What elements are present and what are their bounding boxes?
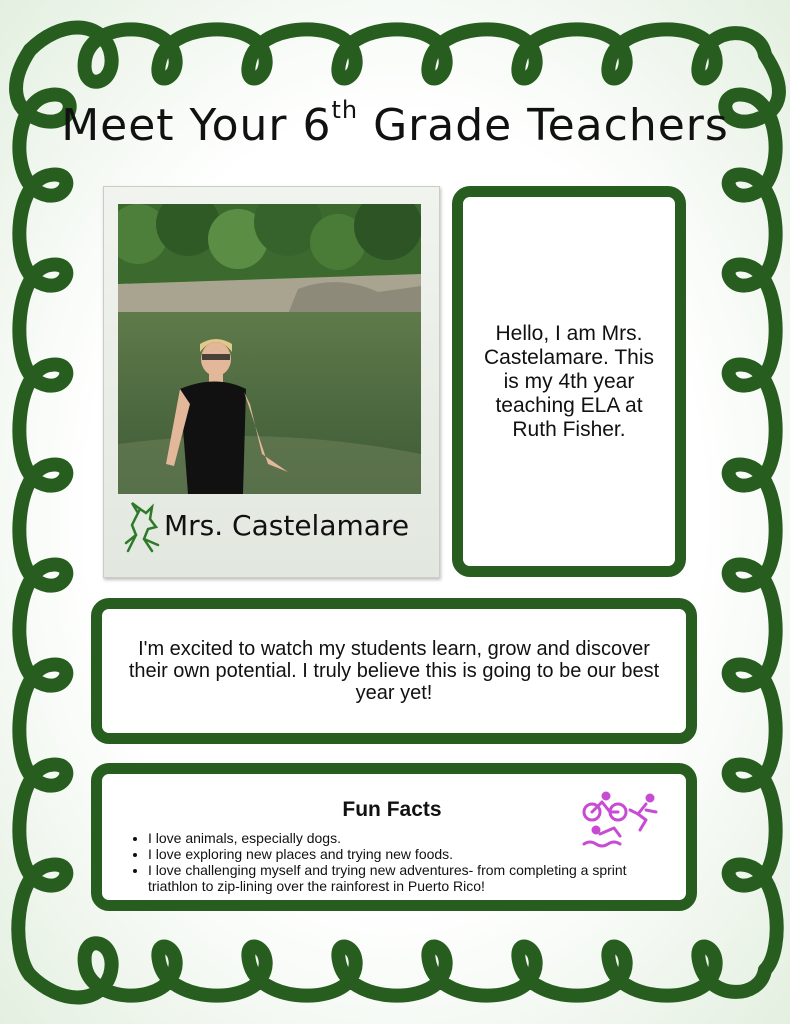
fun-facts-heading: Fun Facts: [342, 798, 442, 821]
fun-facts-box: [91, 763, 697, 911]
quote-box: [91, 598, 697, 744]
list-item: • I love exploring new places and trying new foods.: [148, 846, 668, 862]
fun-facts-list: [116, 830, 668, 894]
teacher-photo: [118, 204, 421, 494]
teacher-name-caption: Mrs. Castelamare: [164, 509, 410, 542]
list-item: • I love animals, especially dogs.: [148, 830, 668, 846]
page-title: Meet Your 6th Grade Teachers: [61, 96, 729, 151]
list-item: • I love challenging myself and trying new adventures- from completing a sprint triathlon to zip-lining over the rainforest in Puerto Rico!: [148, 862, 668, 894]
intro-box: [452, 186, 686, 577]
intro-text: Hello, I am Mrs. Castelamare. This is my 4th year teaching ELA at Ruth Fisher.: [483, 321, 654, 441]
horse-icon: [118, 499, 164, 557]
teacher-photo-card: [103, 186, 440, 578]
quote-text: I'm excited to watch my students learn, grow and discover their own potential. I truly believe this is going to be our best year yet!: [128, 638, 660, 704]
